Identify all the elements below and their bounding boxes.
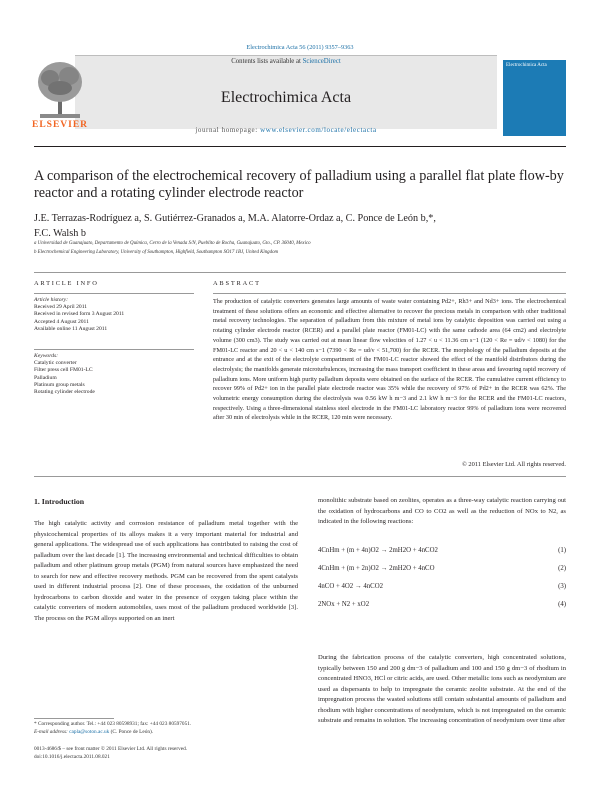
copyright-notice: © 2011 Elsevier Ltd. All rights reserved. — [461, 461, 566, 468]
history-item: Available online 11 August 2011 — [34, 325, 108, 332]
history-item: Received in revised form 3 August 2011 — [34, 311, 125, 318]
keyword-item: Rotating cylinder electrode — [34, 389, 95, 396]
article-title: A comparison of the electrochemical recovery of palladium using a parallel flat plate flow-by reactor and a rotating cylinder electrode reactor — [34, 168, 564, 201]
contents-prefix: Contents lists available at — [231, 58, 303, 65]
email-note — [34, 729, 298, 736]
journal-title: Electrochimica Acta — [220, 89, 352, 106]
authors-line-1: J.E. Terrazas-Rodríguez a, S. Gutiérrez-Granados a, M.A. Alatorre-Ordaz a, C. Ponce de León b,*, — [34, 213, 436, 224]
elsevier-wordmark: ELSEVIER — [32, 120, 89, 130]
doi-link[interactable]: doi:10.1016/j.electacta.2011.08.021 — [34, 754, 110, 760]
abstract-text: The production of catalytic converters generates large amounts of waste water containing Pd2+, Rh3+ and Nd3+ ions. The electrochemical treatment of these solutions offers an economic and effective alternative to recover the precious metals in comparison with other traditional metal recovery technologies. The separation of palladium from this mixture of metal ions by catalytic deposition was carried out using a rotating cylinder electrode reactor (RCER) and a parallel plate reactor (FM01-LC) with the same cathode area (64 cm2) and electrolyte volume (300 cm3). The study was carried out at mean linear flow velocities of 1.27 < u < 11.36 cm s−1 (120 < Re = ud/ν < 1080) for the FM01-LC reactor and 20 < u < 140 cm s−1 (7390 < Re = ud/ν < 51,700) for the RCER. The morphology of the palladium deposits at the entrance and at the exit of the electrolyte compartment of the FM01-LC reactor showed the effect of the manifold distributors during the electrolysis; the manifolds generate microturbulences, increasing the mass transport coefficient in these areas and favouring rapid recovery of palladium ions. More uniform high purity palladium deposits were obtained on the surface of the RCER. The cumulative current efficiency to recover 99% of Pd2+ ion in the parallel plate electrode reactor was 35% while the recovery of 97% of Pd2+ in the RCER was 62%. The volumetric energy consumption during the electrolysis was 0.56 kW h m−3 and 2.1 kW h m−3 for the RCER and the FM01-LC reactors, respectively. Using a three-dimensional stainless steel electrode in the FM01-LC laboratory reactor 99% of palladium ions were recovered after 30 min of electrolysis while in the RCER, 120 min were necessary. — [213, 298, 566, 422]
article-history — [34, 297, 194, 333]
keyword-item: Platinum group metals — [34, 381, 85, 388]
equation-text: 2NOx + N2 + xO2 — [318, 601, 370, 608]
keywords-list — [34, 353, 194, 396]
intro-paragraph-right-top: monolithic substrate based on zeolites, operates as a three-way catalytic reaction carrying out the oxidation of hydrocarbons and CO to CO2 as well as the reduction of NOx to N2, as indicated in the following reactions: — [318, 497, 566, 525]
journal-cover-title: Electrochimica Acta — [506, 63, 547, 68]
authors-line-2: F.C. Walsh b — [34, 228, 86, 239]
equation-1 — [318, 547, 566, 558]
intro-paragraph-left: The high catalytic activity and corrosion resistance of palladium metal together with the physicochemical properties of its alloys makes it a very important material for industrial and general applications. The widespread use of such applications has contributed to raising the cost of palladium over the last decade [1]. The increasing environmental and technical difficulties to obtain palladium and other platinum group metals (PGM) from natural sources have emphasized the need to search for new and effective recovery methods. PGM can be recovered from the spent catalysts used in different industrial process [2]. One of these processes, the oxidation of the unburned hydrocarbons to carbon dioxide and water in the presence of oxygen taking place within the catalytic converters of modern automobiles, uses most of the palladium produced worldwide [3]. The process on the PGM alloys supported on an inert — [34, 520, 298, 622]
author-list — [34, 211, 566, 241]
history-item: Received 29 April 2011 — [34, 304, 88, 311]
affiliation-b: b Electrochemical Engineering Laboratory, University of Southampton, Highfield, Southampton SO17 1BJ, United Kingdom — [34, 250, 279, 255]
abstract-rule — [213, 293, 566, 294]
history-item: Accepted 4 August 2011 — [34, 318, 89, 325]
contents-line — [75, 58, 497, 65]
article-info-rule — [34, 293, 194, 294]
issn-line: 0013-4686/$ – see front matter © 2011 Elsevier Ltd. All rights reserved. — [34, 746, 188, 752]
email-label: E-mail address: — [34, 729, 70, 735]
equation-4 — [318, 601, 566, 612]
keyword-item: Filter press cell FM01-LC — [34, 367, 93, 374]
equation-3 — [318, 583, 566, 594]
equation-number: (1) — [558, 547, 566, 554]
journal-homepage — [75, 126, 497, 134]
section-heading-introduction: 1. Introduction — [34, 497, 85, 506]
sciencedirect-link[interactable]: ScienceDirect — [302, 58, 341, 65]
footnote-rule — [34, 718, 114, 719]
affiliation-a: a Universidad de Guanajuato, Departamento de Química, Cerro de la Venada S/N, Pueblito de Rocha, Guanajuato, Gto., CP. 36040, Mexico — [34, 241, 311, 246]
journal-citation[interactable]: Electrochimica Acta 56 (2011) 9357–9363 — [246, 44, 354, 51]
affiliation-divider — [34, 272, 566, 273]
elsevier-tree-logo — [34, 58, 86, 126]
corresponding-author-note: * Corresponding author. Tel.: +44 023 80598931; fax: +44 023 80597051. — [34, 721, 192, 727]
homepage-link[interactable]: www.elsevier.com/locate/electacta — [260, 126, 377, 134]
equation-2 — [318, 565, 566, 576]
email-link[interactable]: capla@soton.ac.uk — [69, 729, 110, 735]
equation-number: (2) — [558, 565, 566, 572]
history-label: Article history: — [34, 297, 69, 303]
equation-text: 4nCO + 4O2 → 4nCO2 — [318, 583, 384, 590]
journal-cover-image — [503, 60, 566, 136]
keywords-rule — [34, 349, 194, 350]
homepage-prefix: journal homepage: — [195, 126, 261, 134]
equation-number: (3) — [558, 583, 566, 590]
equation-number: (4) — [558, 601, 566, 608]
article-info-heading: ARTICLE INFO — [34, 280, 99, 287]
equation-text: 4CnHm + (m + 2n)O2 → 2mH2O + 4nCO — [318, 565, 435, 572]
intro-paragraph-right-bottom: During the fabrication process of the catalytic converters, high concentrated solutions, typically between 150 and 200 g dm−3 of palladium and 100 and 150 g dm−3 of rhodium in concentrated HNO3, HCl or citric acids, are used. Other metallic ions such as neodymium are used as dispersants to help to impregnate the ceramic zeolite substrate. At the end of the impregnation process the wasted solutions still contain substantial amounts of palladium and rhodium with higher concentrations of neodymium, which is not impregnated on the ceramic substrate and remains in solution. The increasing concentration of neodymium over time after — [318, 654, 566, 724]
keyword-item: Catalytic converter — [34, 360, 77, 367]
keywords-label: Keywords: — [34, 353, 59, 359]
abstract-divider — [34, 476, 566, 477]
email-suffix: (C. Ponce de León). — [109, 729, 154, 735]
keyword-item: Palladium — [34, 374, 57, 381]
equation-text: 4CnHm + (m + 4n)O2 → 2mH2O + 4nCO2 — [318, 547, 438, 554]
abstract-heading: ABSTRACT — [213, 280, 261, 287]
header-divider — [34, 146, 566, 147]
